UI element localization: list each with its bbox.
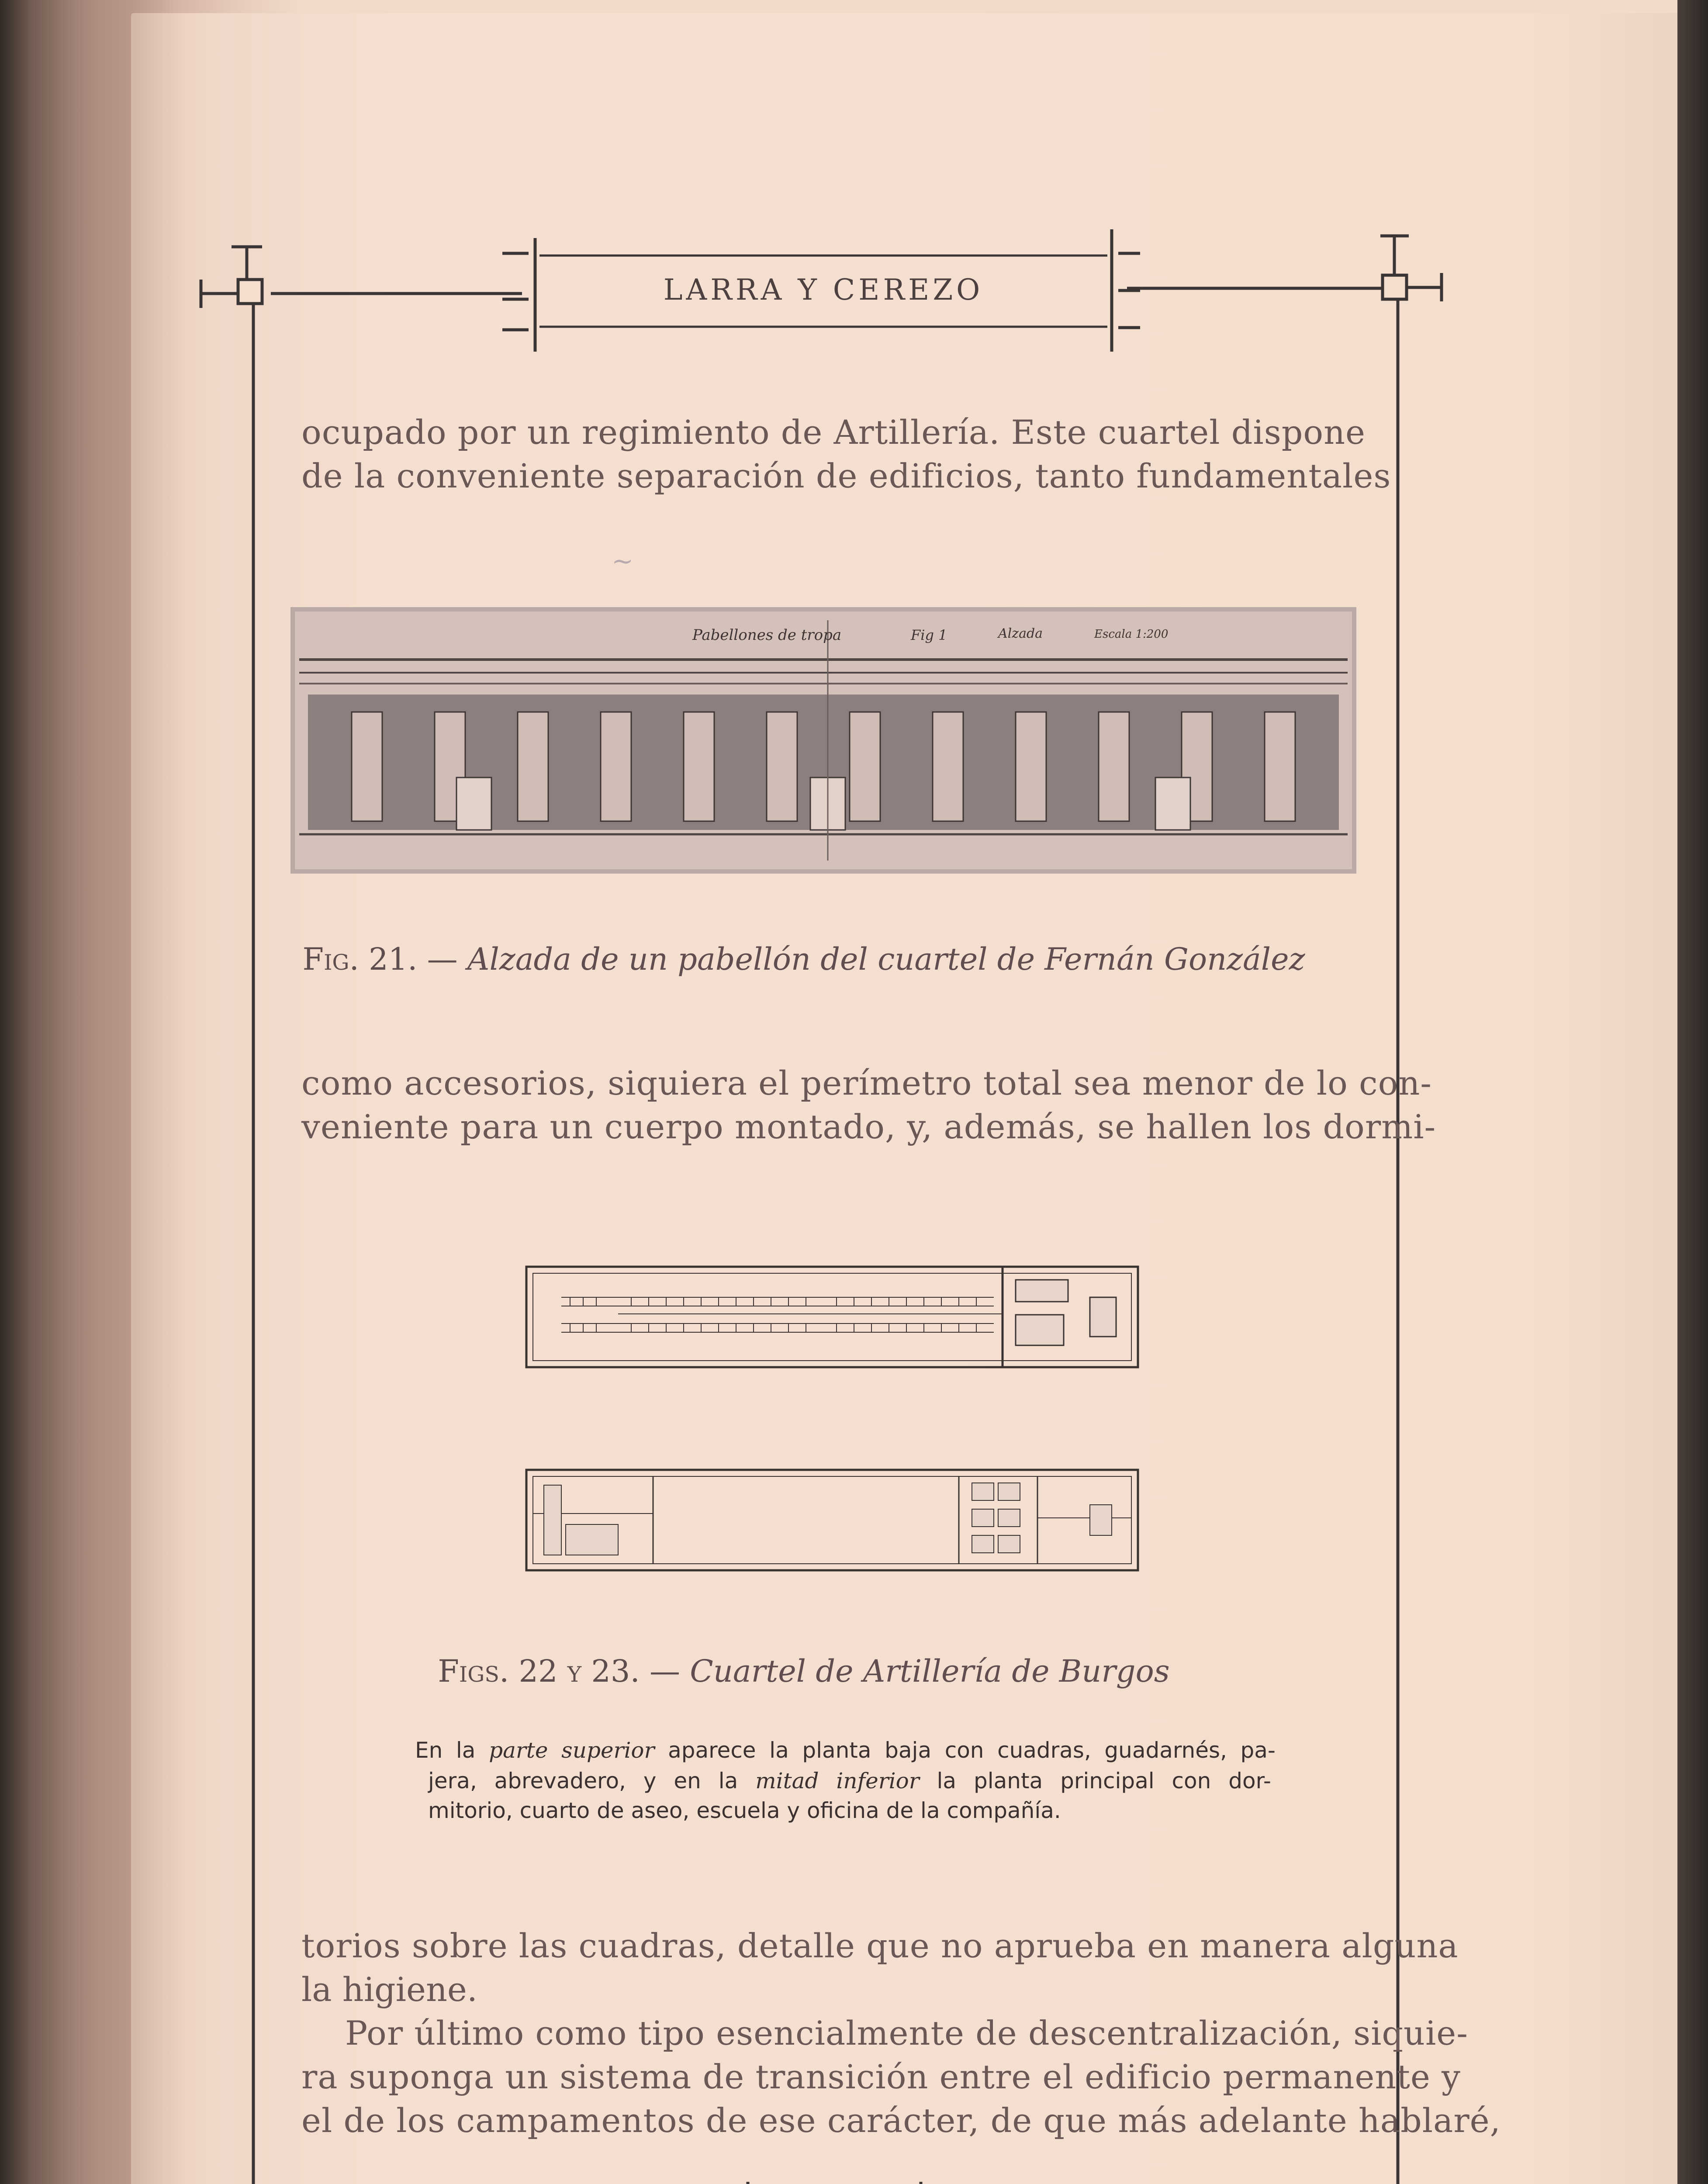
paragraph-bottom-line-1: torios sobre las cuadras, detalle que no aprueba en manera alguna [301,1926,1459,1965]
paragraph-bottom-line-3: Por último como tipo esencialmente de descentralización, siquie- [345,2014,1468,2053]
paragraph-top-line-1: ocupado por un regimiento de Artillería. Este cuartel dispone [301,413,1366,452]
note-line2-end: la planta principal con dor- [937,1768,1271,1794]
drawing-label-title: Pabellones de tropa [692,626,842,644]
running-header: LARRA Y CEREZO [663,273,984,307]
paragraph-middle-line-2: veniente para un cuerpo montado, y, además, se hallen los dormi- [301,1107,1436,1146]
figure-21-elevation [290,607,1356,874]
figures-22-23-caption [271,1653,1337,1689]
drawing-label-fig: Fig 1 [911,627,947,643]
paragraph-top-line-2: de la conveniente separación de edificios, tanto fundamentales [301,456,1391,495]
note-line1-end: aparece la planta baja con cuadras, guadarnés, pa- [668,1738,1276,1763]
paragraph-bottom-line-5: el de los campamentos de ese carácter, de que más adelante hablaré, [301,2101,1501,2140]
paragraph-bottom-line-2: la higiene. [301,1970,478,2009]
figures-22-23-number: Figs. 22 y 23. — [438,1653,680,1689]
figure-21-caption [271,941,1337,977]
figures-note-line-3: mitorio, cuarto de aseo, escuela y oficina de la compañía. [428,1798,1061,1823]
drawing-label-view: Alzada [998,626,1043,641]
figure-21-number: Fig. 21. — [302,941,458,977]
note-line1-emphasis: parte superior [489,1738,655,1763]
pencil-marking: ~ [612,546,634,577]
figure-22-ground-floor-plan [522,1262,1142,1376]
figures-note-line-1 [415,1738,1276,1763]
note-line2-start: jera, abrevadero, y en la [428,1768,738,1794]
drawing-label-scale: Escala 1:200 [1094,628,1169,641]
figures-22-23-title: Cuartel de Artillería de Burgos [690,1653,1170,1689]
paragraph-middle-line-1: como accesorios, siquiera el perímetro total sea menor de lo con- [301,1064,1432,1102]
note-line1-start: En la [415,1738,476,1763]
note-line2-emphasis: mitad inferior [755,1768,920,1794]
figure-23-upper-floor-plan [522,1465,1142,1575]
figures-note-line-2 [428,1768,1271,1794]
figure-21-title: Alzada de un pabellón del cuartel de Fernán González [467,941,1305,977]
paragraph-bottom-line-4: ra suponga un sistema de transición entre el edificio permanente y [301,2057,1461,2096]
